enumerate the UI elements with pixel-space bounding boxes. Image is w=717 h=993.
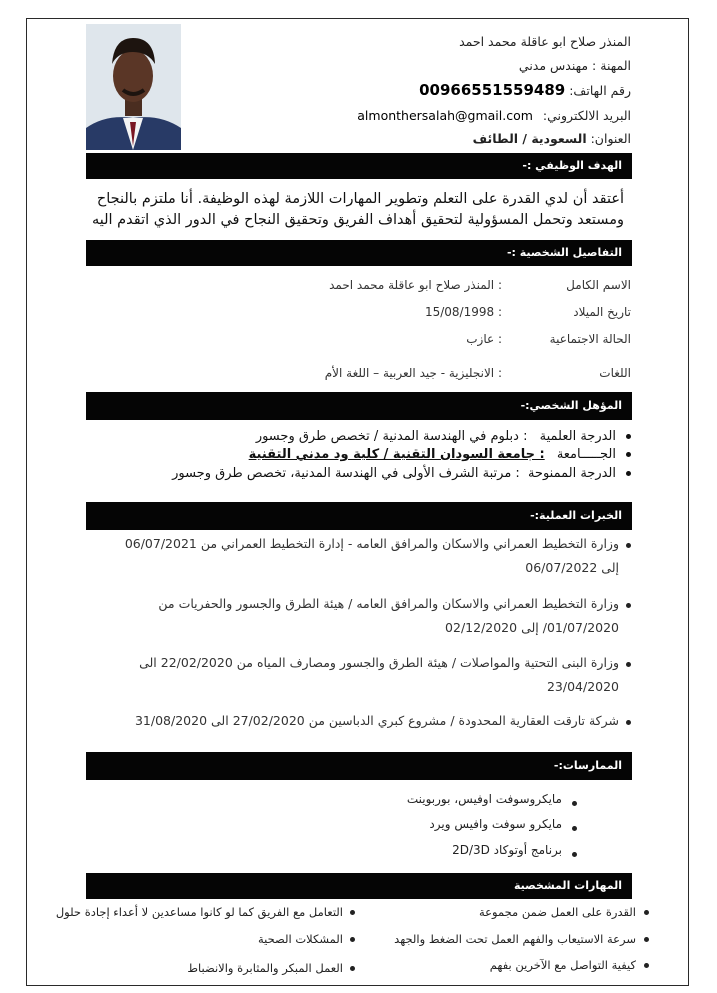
marital-status-label: الحالة الاجتماعية [549, 332, 631, 346]
bullet-icon [572, 826, 577, 831]
qualification-university [249, 446, 631, 463]
languages-label: اللغات [599, 366, 631, 380]
bullet-icon [572, 852, 577, 857]
qualification-degree [256, 428, 631, 445]
header-email [357, 108, 631, 123]
skill-right-2: سرعة الاستيعاب والفهم العمل تحت الضغط والجهد [394, 932, 636, 946]
grade-value: : مرتبة الشرف الأولى في الهندسة المدنية، تخصص طرق وجسور [172, 466, 520, 481]
bullet-icon [572, 801, 577, 806]
objective-line-2: ومستعد وتحمل المسؤولية لتحقيق أهداف الفريق وتحقيق النجاح في الدور الذي اتقدم اليه [91, 212, 624, 228]
grade-label: الدرجة الممنوحة [527, 466, 616, 481]
bullet-icon [350, 966, 355, 971]
fullname-value: : المنذر صلاح ابو عاقلة محمد احمد [329, 278, 502, 292]
qualification-grade [172, 465, 631, 482]
experience-item-2-line-2: 01/07/2020/ إلى 02/12/2020 [445, 620, 619, 635]
header-name: المنذر صلاح ابو عاقلة محمد احمد [459, 34, 631, 49]
bullet-icon [644, 910, 649, 915]
experience-item-3-line-1: وزارة البنى التحتية والمواصلات / هيئة الطرق والجسور ومصارف المياه من 22/02/2020 الى [139, 655, 619, 670]
header-profession: المهنة : مهندس مدني [518, 58, 631, 73]
bullet-icon [350, 910, 355, 915]
skill-left-1: التعامل مع الفريق كما لو كانوا مساعدين لا أعداء إجادة حلول [55, 905, 343, 919]
languages-value: : الانجليزية - جيد العربية – اللغة الأم [324, 366, 502, 380]
profile-photo [86, 24, 181, 150]
fullname-label: الاسم الكامل [566, 278, 631, 292]
bullet-icon [626, 662, 631, 667]
skill-right-1: القدرة على العمل ضمن مجموعة [479, 905, 636, 919]
bullet-icon [626, 720, 631, 725]
university-label: الجـــــامعة [556, 447, 616, 462]
bullet-icon [626, 543, 631, 548]
bullet-icon [626, 434, 631, 439]
address-value: السعودية / الطائف [472, 131, 587, 146]
marital-status-value: : عازب [466, 332, 502, 346]
phone-label: رقم الهاتف: [569, 83, 631, 98]
practice-item-2: مايكرو سوفت وافيس ويرد [429, 817, 562, 831]
bullet-icon [644, 963, 649, 968]
dob-label: تاريخ الميلاد [573, 305, 631, 319]
address-label: العنوان: [590, 131, 631, 146]
practice-item-1: مايكروسوفت اوفيس، بوربوينت [406, 792, 562, 806]
practices-section-title: الممارسات:- [86, 752, 632, 780]
practice-item-3: برنامج أوتوكاد 2D/3D [452, 843, 562, 857]
email-label: البريد الالكتروني: [542, 108, 631, 123]
bullet-icon [626, 603, 631, 608]
phone-value: 00966551559489 [419, 81, 566, 99]
experience-item-3-line-2: 23/04/2020 [546, 679, 619, 694]
experience-item-1-line-1: وزارة التخطيط العمراني والاسكان والمرافق العامه - إدارة التخطيط العمراني من 06/07/2021 [124, 536, 619, 551]
bullet-icon [350, 937, 355, 942]
objective-line-1: أعتقد أن لدي القدرة على التعلم وتطوير المهارات اللازمة لهذه الوظيفة. أنا ملتزم بالنجاح [96, 191, 624, 207]
experience-item-2-line-1: وزارة التخطيط العمراني والاسكان والمرافق العامه / هيئة الطرق والجسور والحفريات من [158, 596, 619, 611]
experience-item-3 [119, 651, 619, 699]
header-address [473, 131, 631, 146]
email-value: almonthersalah@gmail.com [357, 108, 533, 123]
bullet-icon [626, 471, 631, 476]
skill-left-2: المشكلات الصحية [257, 932, 343, 946]
dob-value: : 15/08/1998 [424, 305, 502, 319]
experience-item-2 [119, 592, 619, 640]
skill-right-3: كيفية التواصل مع الآخرين بفهم [489, 958, 636, 972]
university-value: : جامعة السودان التقنية / كلية ود مدني التقنية [248, 447, 545, 462]
skill-left-3: العمل المبكر والمثابرة والانضباط [187, 961, 343, 975]
experience-item-4-line-1: شركة تارقت العقارية المحدودة / مشروع كبري الدباسين من 27/02/2020 الى 31/08/2020 [134, 713, 619, 728]
experience-item-1 [119, 532, 619, 580]
experience-section-title: الخبرات العملية:- [86, 502, 632, 530]
skills-section-title: المهارات المشخصية [86, 873, 632, 899]
personal-section-title: التفاصيل الشخصية :- [86, 240, 632, 266]
experience-item-1-line-2: إلى 06/07/2022 [525, 560, 619, 575]
qualification-section-title: المؤهل الشخصي:- [86, 392, 632, 420]
degree-value: : دبلوم في الهندسة المدنية / تخصص طرق وجسور [255, 429, 528, 444]
degree-label: الدرجة العلمية [539, 429, 616, 444]
objective-section-title: الهدف الوظيفي :- [86, 153, 632, 179]
bullet-icon [644, 937, 649, 942]
header-phone [419, 81, 631, 99]
bullet-icon [626, 452, 631, 457]
experience-item-4 [119, 709, 619, 733]
